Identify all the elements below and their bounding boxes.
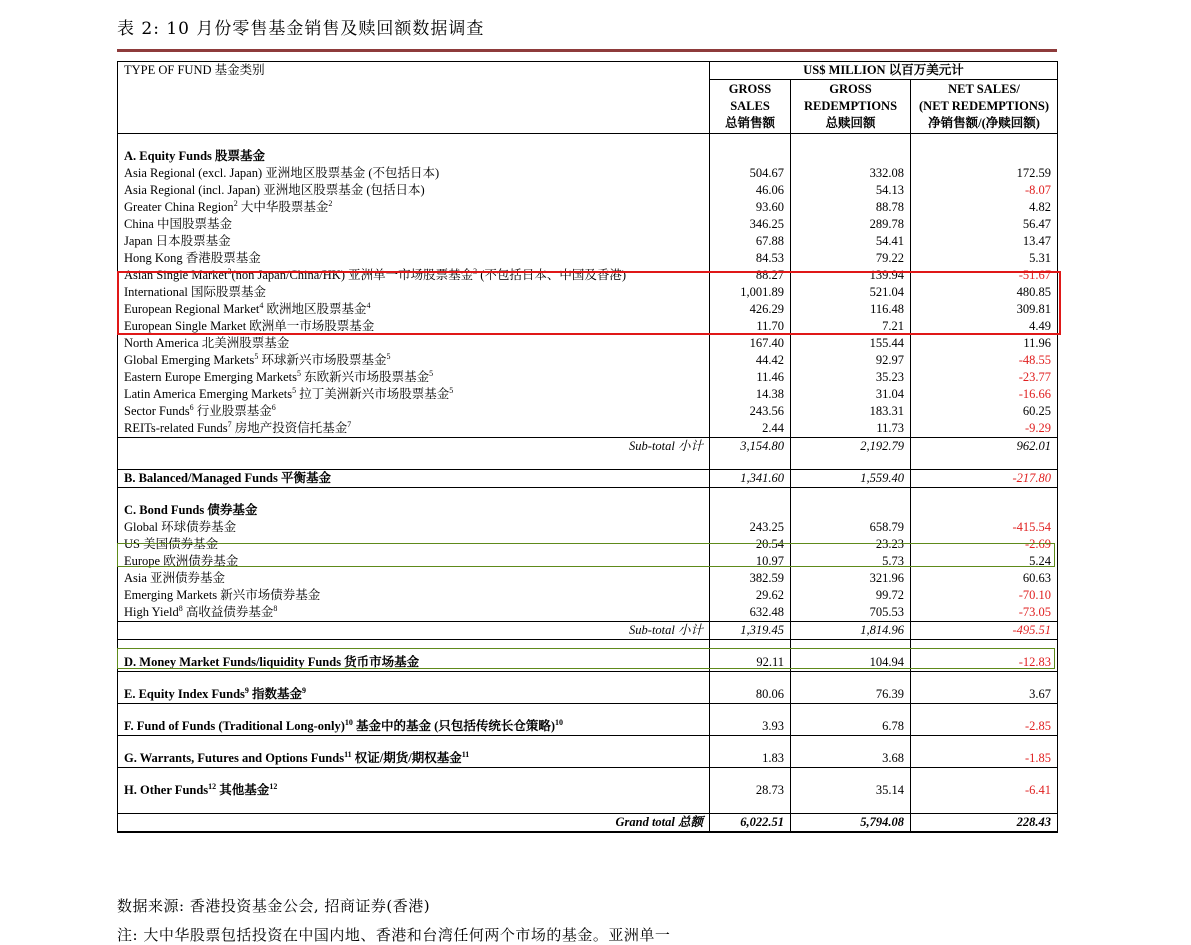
section-title [118,750,710,768]
cell-text: B. Balanced/Managed Funds 平衡基金 [124,471,331,485]
net-sales: -415.54 [911,519,1058,536]
fund-name-cn: 拉丁美洲新兴市场股票基金 [296,387,450,401]
fund-label [118,536,710,553]
gross-redemptions: 79.22 [791,250,911,267]
gross-redemptions: 705.53 [791,604,911,622]
fund-name: China 中国股票基金 [124,217,232,231]
section-title [118,718,710,736]
header-line: (NET REDEMPTIONS) [919,99,1049,113]
fund-label [118,420,710,438]
fund-label [118,182,710,199]
gross-redemptions: 155.44 [791,335,911,352]
fund-label [118,386,710,403]
gross-sales: 2.44 [710,420,791,438]
fund-label [118,403,710,420]
section-row [118,782,1058,799]
footnote-marker: 4 [366,301,371,310]
table-row [118,250,1058,267]
fund-label [118,233,710,250]
gross-redemptions: 321.96 [791,570,911,587]
fund-name-cn: (non Japan/China/HK) 亚洲单一市场股票基金 [231,268,474,282]
cell-text: C. Bond Funds 债券基金 [124,503,258,517]
table-row [118,335,1058,352]
gross-redemptions: 54.41 [791,233,911,250]
spacer-row [118,455,1058,470]
header-line: 总销售额 [724,116,775,130]
cell-text: 权证/期货/期权基金 [351,751,462,765]
net-sales: 11.96 [911,335,1058,352]
footnote-marker: 10 [344,718,353,727]
header-line: SALES [730,99,770,113]
gross-redemptions: 35.14 [791,782,911,799]
fund-label [118,369,710,386]
fund-name: European Single Market 欧洲单一市场股票基金 [124,319,375,333]
fund-name-cn: 房地产投资信托基金 [231,421,348,435]
cell-text: F. Fund of Funds (Traditional Long-only) [124,719,345,733]
gross-sales: 3,154.80 [710,438,791,456]
fund-name: Emerging Markets 新兴市场债券基金 [124,588,321,602]
table-row [118,420,1058,438]
footnote-marker: 7 [347,420,352,429]
net-sales: -2.85 [911,718,1058,736]
fund-sales-table [117,61,1058,833]
net-sales: 309.81 [911,301,1058,318]
gross-sales: 88.27 [710,267,791,284]
fund-name-suffix: (不包括日本、中国及香港) [477,268,627,282]
spacer-row [118,640,1058,655]
net-sales: -12.83 [911,654,1058,672]
gross-sales: 632.48 [710,604,791,622]
grand-total-label [118,814,710,833]
gross-sales: 14.38 [710,386,791,403]
fund-name: International 国际股票基金 [124,285,266,299]
net-sales: 56.47 [911,216,1058,233]
net-sales: 962.01 [911,438,1058,456]
gross-redemptions: 88.78 [791,199,911,216]
gross-sales: 6,022.51 [710,814,791,833]
cell-text: 基金中的基金 (只包括传统长仓策略) [352,719,555,733]
footnote-marker: 11 [461,750,470,759]
spacer-row [118,799,1058,814]
table-row [118,570,1058,587]
spacer-row [118,134,1058,149]
net-sales: 60.25 [911,403,1058,420]
header-line: REDEMPTIONS [803,99,898,113]
footnote-marker: 5 [254,352,259,361]
fund-name: High Yield [124,605,179,619]
footnote-marker: 11 [344,750,352,759]
net-sales: -70.10 [911,587,1058,604]
gross-sales: 28.73 [710,782,791,799]
fund-name-cn: 行业股票基金 [193,404,272,418]
net-sales: -217.80 [911,470,1058,488]
net-sales: 228.43 [911,814,1058,833]
gross-sales: 504.67 [710,165,791,182]
fund-label [118,587,710,604]
fund-label [118,301,710,318]
gross-redemptions: 1,559.40 [791,470,911,488]
section-bond [118,502,1058,519]
net-sales: -495.51 [911,622,1058,640]
cell-text: Sub-total 小计 [629,439,703,453]
header-row [118,62,1058,80]
header-line: GROSS [829,82,872,96]
subtotal-label [118,622,710,640]
net-sales: 172.59 [911,165,1058,182]
balanced-row [118,470,1058,488]
fund-name: Hong Kong 香港股票基金 [124,251,261,265]
footnote-marker: 5 [386,352,391,361]
gross-redemptions: 92.97 [791,352,911,369]
gross-sales: 11.46 [710,369,791,386]
gross-sales: 167.40 [710,335,791,352]
net-sales: -51.67 [911,267,1058,284]
gross-redemptions: 183.31 [791,403,911,420]
table-row [118,318,1058,335]
table-row [118,536,1058,553]
fund-label [118,165,710,182]
header-col3 [911,80,1058,134]
gross-sales: 46.06 [710,182,791,199]
gross-redemptions: 658.79 [791,519,911,536]
gross-sales: 1.83 [710,750,791,768]
fund-name: Asian Single Market [124,268,228,282]
gross-redemptions: 116.48 [791,301,911,318]
table-row [118,233,1058,250]
gross-redemptions: 104.94 [791,654,911,672]
cell-text: E. Equity Index Funds [124,687,245,701]
table-row [118,199,1058,216]
footnote-marker: 12 [269,782,278,791]
gross-sales: 92.11 [710,654,791,672]
net-sales: -1.85 [911,750,1058,768]
fund-name: REITs-related Funds [124,421,228,435]
units-label: US$ MILLION 以百万美元计 [803,63,964,77]
table-row [118,267,1058,284]
net-sales: 60.63 [911,570,1058,587]
table-caption: 表 2: 10 月份零售基金销售及赎回额数据调查 [117,19,485,39]
footnote: 注: 大中华股票包括投资在中国内地、香港和台湾任何两个市场的基金。亚洲单一 [117,926,671,944]
section-row [118,654,1058,672]
net-sales: -6.41 [911,782,1058,799]
fund-label [118,284,710,301]
section-row [118,686,1058,704]
gross-redemptions: 99.72 [791,587,911,604]
table-row [118,553,1058,570]
footnote-marker: 9 [244,686,249,695]
gross-sales: 382.59 [710,570,791,587]
net-sales: 4.49 [911,318,1058,335]
cell-text: H. Other Funds [124,783,209,797]
section-row [118,750,1058,768]
net-sales: -9.29 [911,420,1058,438]
gross-redemptions: 31.04 [791,386,911,403]
gross-sales: 1,001.89 [710,284,791,301]
gross-redemptions: 3.68 [791,750,911,768]
gross-sales: 426.29 [710,301,791,318]
net-sales: -2.69 [911,536,1058,553]
section-title [118,782,710,799]
footnote-marker: 6 [189,403,194,412]
fund-name-cn: 高收益债券基金 [182,605,274,619]
fund-name: Europe 欧洲债券基金 [124,554,239,568]
caption-divider [117,49,1057,52]
gross-sales: 67.88 [710,233,791,250]
cell-text: 指数基金 [248,687,303,701]
footnote-marker: 5 [429,369,434,378]
fund-name: Global 环球债券基金 [124,520,237,534]
net-sales: 4.82 [911,199,1058,216]
footnote-marker: 7 [227,420,232,429]
gross-sales: 44.42 [710,352,791,369]
gross-redemptions: 521.04 [791,284,911,301]
header-line: 总赎回额 [825,116,876,130]
fund-label [118,267,710,284]
fund-label [118,335,710,352]
table-row [118,301,1058,318]
cell-text: 其他基金 [216,783,270,797]
fund-name-cn: 东欧新兴市场股票基金 [300,370,430,384]
fund-name: Asia Regional (excl. Japan) 亚洲地区股票基金 (不包括日本) [124,166,440,180]
gross-redemptions: 139.94 [791,267,911,284]
section-title-text: A. Equity Funds 股票基金 [124,149,266,163]
fund-label [118,604,710,622]
fund-label [118,519,710,536]
fund-name-cn: 环球新兴市场股票基金 [258,353,387,367]
footnote-marker: 3 [473,267,478,276]
table-row [118,369,1058,386]
gross-sales: 3.93 [710,718,791,736]
section-title [118,686,710,704]
section-equity [118,148,1058,165]
section-row [118,718,1058,736]
gross-sales: 1,319.45 [710,622,791,640]
section-title [118,148,710,165]
gross-sales: 11.70 [710,318,791,335]
fund-name: Asia Regional (incl. Japan) 亚洲地区股票基金 (包括日本) [124,183,425,197]
net-sales: 13.47 [911,233,1058,250]
table-row [118,165,1058,182]
footnote-marker: 5 [449,386,454,395]
table-row [118,352,1058,369]
table-row [118,216,1058,233]
footnote-marker: 9 [302,686,307,695]
gross-sales: 20.54 [710,536,791,553]
gross-sales: 84.53 [710,250,791,267]
header-col2 [791,80,911,134]
fund-label [118,553,710,570]
header-line: NET SALES/ [948,82,1020,96]
section-title [118,654,710,672]
net-sales: -73.05 [911,604,1058,622]
net-sales: 480.85 [911,284,1058,301]
gross-redemptions: 5,794.08 [791,814,911,833]
subtotal-row [118,622,1058,640]
cell-text: Sub-total 小计 [629,623,703,637]
cell-text: G. Warrants, Futures and Options Funds [124,751,345,765]
fund-label [118,216,710,233]
table-row [118,284,1058,301]
fund-name: Eastern Europe Emerging Markets [124,370,297,384]
table-row [118,604,1058,622]
gross-redemptions: 332.08 [791,165,911,182]
fund-name: Asia 亚洲债券基金 [124,571,226,585]
net-sales: -23.77 [911,369,1058,386]
header-line: GROSS [728,82,772,96]
section-title [118,470,710,488]
table-row [118,403,1058,420]
fund-label [118,570,710,587]
net-sales: 3.67 [911,686,1058,704]
footnote-marker: 2 [233,199,238,208]
footnote-marker: 8 [273,604,278,613]
gross-redemptions: 35.23 [791,369,911,386]
fund-label [118,199,710,216]
gross-redemptions: 23.23 [791,536,911,553]
table-row [118,182,1058,199]
footnote-marker: 3 [227,267,232,276]
gross-sales: 80.06 [710,686,791,704]
gross-redemptions: 6.78 [791,718,911,736]
fund-name: European Regional Market [124,302,260,316]
subtotal-row [118,438,1058,456]
footnote-marker: 5 [296,369,301,378]
subtotal-label [118,438,710,456]
header-units [710,62,1058,80]
gross-sales: 1,341.60 [710,470,791,488]
header-col1 [710,80,791,134]
gross-sales: 29.62 [710,587,791,604]
gross-sales: 243.56 [710,403,791,420]
net-sales: -48.55 [911,352,1058,369]
footnote-marker: 12 [208,782,217,791]
footnote-marker: 5 [292,386,297,395]
fund-name: North America 北美洲股票基金 [124,336,290,350]
fund-label [118,250,710,267]
gross-redemptions: 76.39 [791,686,911,704]
fund-label [118,352,710,369]
fund-label [118,318,710,335]
header-type-label: TYPE OF FUND 基金类别 [124,63,265,77]
fund-name: Global Emerging Markets [124,353,255,367]
net-sales: -16.66 [911,386,1058,403]
header-line: 净销售额/(净赎回额) [928,116,1040,130]
gross-redemptions: 54.13 [791,182,911,199]
gross-sales: 346.25 [710,216,791,233]
gross-redemptions: 289.78 [791,216,911,233]
gross-sales: 93.60 [710,199,791,216]
gross-sales: 10.97 [710,553,791,570]
spacer-row [118,768,1058,783]
gross-redemptions: 5.73 [791,553,911,570]
fund-name: US 美国债券基金 [124,537,219,551]
fund-name: Greater China Region [124,200,234,214]
gross-redemptions: 11.73 [791,420,911,438]
spacer-row [118,704,1058,719]
net-sales: 5.24 [911,553,1058,570]
footnote-marker: 2 [328,199,333,208]
fund-name: Sector Funds [124,404,190,418]
gross-redemptions: 1,814.96 [791,622,911,640]
header-type [118,62,710,134]
cell-text: Grand total 总额 [615,815,703,829]
spacer-row [118,672,1058,687]
footnote-marker: 4 [259,301,264,310]
spacer-row [118,736,1058,751]
fund-name-cn: 欧洲地区股票基金 [263,302,367,316]
gross-redemptions: 7.21 [791,318,911,335]
section-title [118,502,710,519]
fund-name-cn: 大中华股票基金 [237,200,329,214]
source-note: 数据来源: 香港投资基金公会, 招商证券(香港) [117,897,431,915]
footnote-marker: 8 [178,604,183,613]
fund-name: Japan 日本股票基金 [124,234,231,248]
table-row [118,386,1058,403]
table-row [118,587,1058,604]
footnote-marker: 6 [271,403,276,412]
net-sales: 5.31 [911,250,1058,267]
gross-redemptions: 2,192.79 [791,438,911,456]
grand-total-row [118,814,1058,833]
net-sales: -8.07 [911,182,1058,199]
spacer-row [118,488,1058,503]
gross-sales: 243.25 [710,519,791,536]
fund-name: Latin America Emerging Markets [124,387,293,401]
cell-text: D. Money Market Funds/liquidity Funds 货币市场基金 [124,655,420,669]
table-row [118,519,1058,536]
footnote-marker: 10 [554,718,563,727]
